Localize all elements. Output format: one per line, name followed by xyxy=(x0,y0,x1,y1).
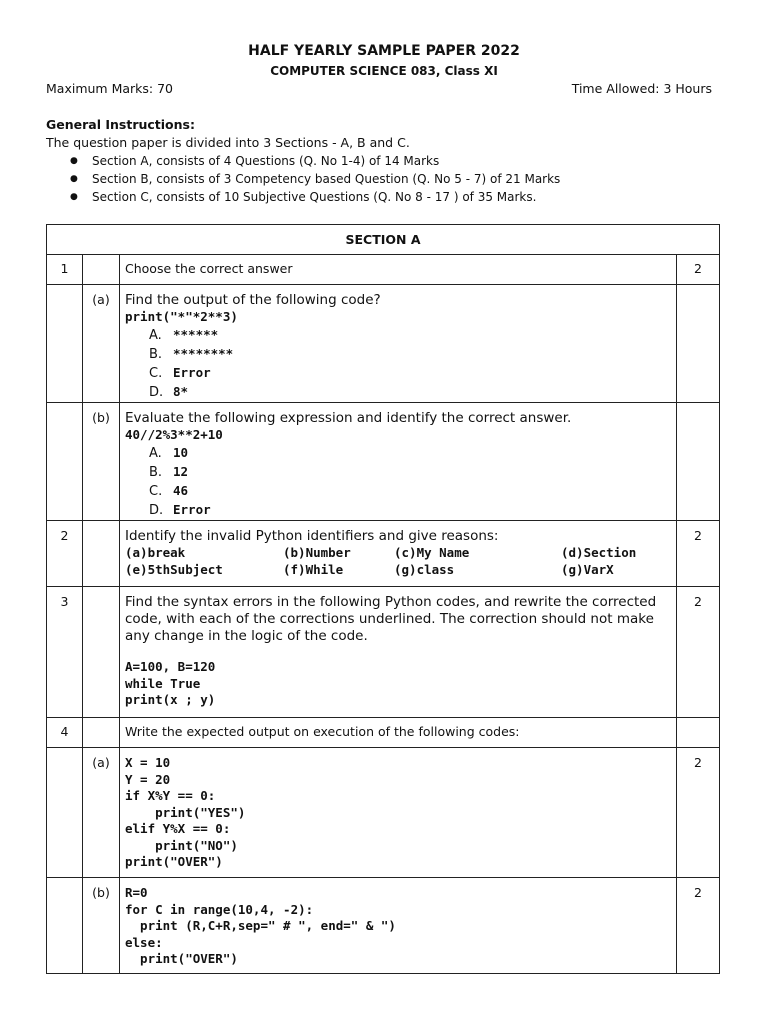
question-text: Find the syntax errors in the following Python codes, and rewrite the corrected code, with each of the corrections underlined. The correction should not make any change in the logic of the code. xyxy=(125,594,657,644)
question-text: Identify the invalid Python identifiers and give reasons: xyxy=(125,528,499,544)
code-snippet: 40//2%3**2+10 xyxy=(125,427,223,442)
question-number: 3 xyxy=(47,587,83,718)
question-number: 4 xyxy=(47,718,83,748)
code-snippet: A=100, B=120 while True print(x ; y) xyxy=(125,659,216,707)
q1a-content: Find the output of the following code? print("*"*2**3) A. ****** B. ******** C. Error D. 8* xyxy=(120,285,677,403)
option-text: Error xyxy=(173,364,211,380)
q1b-content: Evaluate the following expression and identify the correct answer. 40//2%3**2+10 A. 10 B. 12 C. 46 D. Error xyxy=(120,403,677,521)
option-text: 10 xyxy=(173,444,189,460)
instructions-intro: The question paper is divided into 3 Sections - A, B and C. xyxy=(46,135,410,150)
q3-content xyxy=(120,587,677,718)
instructions-list xyxy=(70,152,560,206)
subpart-label: (b) xyxy=(83,403,120,521)
code-snippet: R=0 for C in range(10,4, -2): print (R,C+R,sep=" # ", end=" & ") else: print("OVER") xyxy=(125,885,396,966)
paper-subtitle: COMPUTER SCIENCE 083, Class XI xyxy=(270,64,498,78)
section-a-title: SECTION A xyxy=(47,225,720,255)
option-text: 8* xyxy=(173,383,189,399)
subpart-label: (b) xyxy=(83,878,120,974)
option-text: ******** xyxy=(173,345,234,361)
maximum-marks: Maximum Marks: 70 xyxy=(46,81,173,96)
subpart-label: (a) xyxy=(83,748,120,878)
q2-content xyxy=(120,521,677,587)
instruction-item: ● Section C, consists of 10 Subjective Questions (Q. No 8 - 17 ) of 35 Marks. xyxy=(70,188,560,206)
question-marks: 2 xyxy=(677,255,720,285)
option-text: 46 xyxy=(173,482,189,498)
identifier: (d)Section xyxy=(561,545,637,560)
question-text: Find the output of the following code? xyxy=(125,292,381,308)
instructions-heading: General Instructions: xyxy=(46,117,195,132)
identifier: (e)5thSubject xyxy=(125,561,223,577)
option-text: Error xyxy=(173,501,211,517)
instruction-item: ● Section A, consists of 4 Questions (Q. No 1-4) of 14 Marks xyxy=(70,152,560,170)
question-marks: 2 xyxy=(677,587,720,718)
section-a-table xyxy=(46,224,720,974)
question-number: 2 xyxy=(47,521,83,587)
question-text: Write the expected output on execution of the following codes: xyxy=(120,718,677,748)
identifier: (c)My Name xyxy=(394,545,470,560)
identifier: (a)break xyxy=(125,545,186,560)
question-marks: 2 xyxy=(677,521,720,587)
question-text: Evaluate the following expression and identify the correct answer. xyxy=(125,410,572,426)
time-allowed: Time Allowed: 3 Hours xyxy=(571,81,712,96)
question-marks: 2 xyxy=(677,748,720,878)
code-snippet: print("*"*2**3) xyxy=(125,309,238,324)
identifier: (b)Number xyxy=(283,545,351,560)
code-snippet: X = 10 Y = 20 if X%Y == 0: print("YES") elif Y%X == 0: print("NO") print("OVER") xyxy=(125,755,246,869)
q4a-content xyxy=(120,748,677,878)
option-text: ****** xyxy=(173,326,219,342)
paper-title: HALF YEARLY SAMPLE PAPER 2022 xyxy=(248,43,520,59)
identifier: (g)VarX xyxy=(561,561,614,577)
q4b-content xyxy=(120,878,677,974)
instruction-item: ● Section B, consists of 3 Competency based Question (Q. No 5 - 7) of 21 Marks xyxy=(70,170,560,188)
subpart-label: (a) xyxy=(83,285,120,403)
question-number: 1 xyxy=(47,255,83,285)
identifier-grid xyxy=(125,545,676,578)
identifier: (f)While xyxy=(283,561,344,577)
option-text: 12 xyxy=(173,463,189,479)
question-text: Choose the correct answer xyxy=(120,255,677,285)
question-marks: 2 xyxy=(677,878,720,974)
identifier: (g)class xyxy=(394,561,455,577)
